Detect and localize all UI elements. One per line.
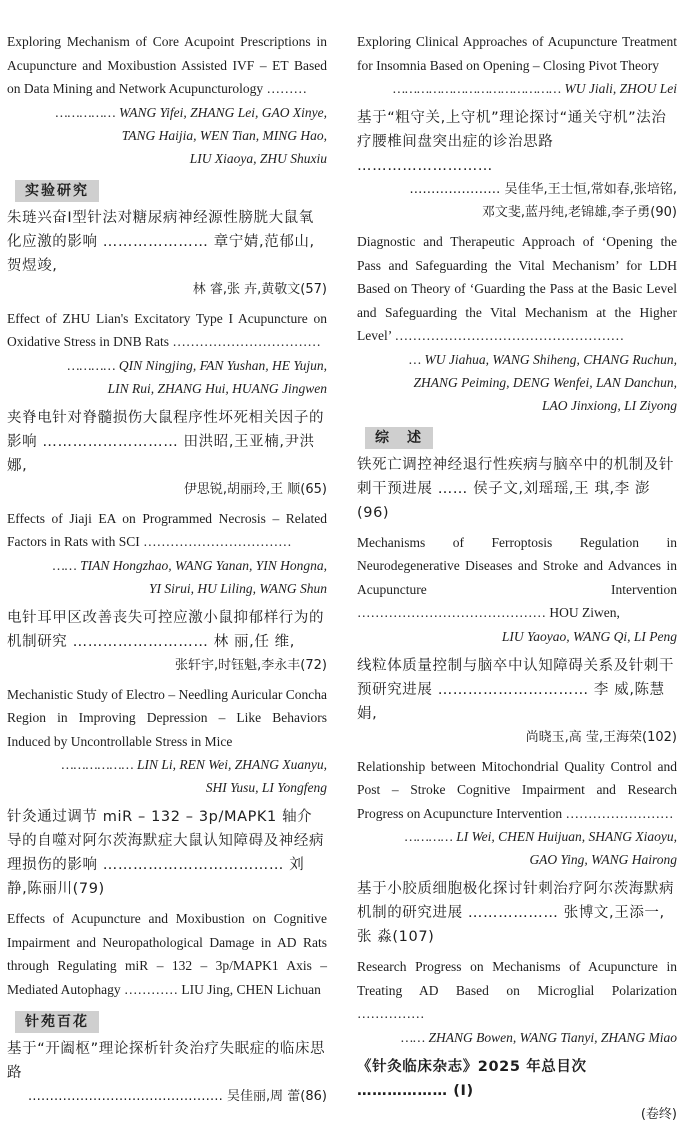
entry-title-cn: 夹脊电针对脊髓损伤大鼠程序性坏死相关因子的影响 ……………………… 田洪昭,王亚楠,尹洪娜, (7, 409, 325, 474)
entry-title-cn: 基于“开阖枢”理论探析针灸治疗失眠症的临床思路 (7, 1041, 326, 1081)
entry-authors-cn: 伊思锐,胡丽玲,王 顺(65) (183, 481, 327, 497)
entry-title-en: Mechanisms of Ferroptosis Regulation in Neurodegenerative Diseases and Stroke and Advances in Acupuncture Intervention …………………………………… HOU Ziwen, (357, 534, 677, 620)
entry-authors: ………… QIN Ningjing, FAN Yushan, HE Yujun, (67, 357, 327, 373)
section-header: 实验研究 (15, 180, 99, 202)
entry-authors-cn: ………………… 吴佳华,王士恒,常如春,张培铭, (409, 182, 677, 197)
entry-authors: YI Sirui, HU Liling, WANG Shun (149, 580, 327, 596)
entry-authors: … WU Jiahua, WANG Shiheng, CHANG Ruchun, (409, 351, 677, 367)
entry-title-cn: 针灸通过调节 miR – 132 – 3p/MAPK1 轴介导的自噬对阿尔茨海默症大鼠认知障碍及神经病理损伤的影响 ……………………………… 刘 静,陈丽川(79) (7, 809, 325, 897)
entry-authors: TANG Haijia, WEN Tian, MING Hao, (121, 127, 327, 143)
entry-title-en: Effect of ZHU Lian's Excitatory Type I Acupuncture on Oxidative Stress in DNB Rats …………………………… (7, 310, 327, 349)
right-column (357, 30, 677, 1132)
entry-title-cn: 朱琏兴奋Ⅰ型针法对糖尿病神经源性膀胱大鼠氧化应激的影响 ………………… 章宁婧,范郁山,贺煜竣, (7, 209, 315, 274)
entry-authors: ……………… LIN Li, REN Wei, ZHANG Xuanyu, (61, 757, 327, 772)
entry-title-en: Research Progress on Mechanisms of Acupuncture in Treating AD Based on Microglial Polarization …………… (357, 959, 677, 1021)
toc-entry (7, 507, 327, 600)
toc-entry (357, 654, 677, 749)
entry-title-cn: 铁死亡调控神经退行性疾病与脑卒中的机制及针刺干预进展 …… 侯子文,刘瑶瑶,王 琪,李 澎(96) (357, 456, 675, 521)
entry-authors-cn: 林 睿,张 卉,黄敬文(57) (192, 281, 327, 297)
entry-title-en: Mechanistic Study of Electro – Needling Auricular Concha Region in Improving Depression – Like Behaviors Induced by Uncontrollable Stress in Mice (7, 686, 327, 749)
entry-authors: SHI Yusu, LI Yongfeng (205, 780, 327, 795)
toc-entry (7, 307, 327, 400)
toc-entry (7, 907, 327, 1001)
toc-entry (7, 206, 327, 301)
left-column (7, 30, 327, 1114)
toc-entry (357, 955, 677, 1049)
entry-title-cn: 线粒体质量控制与脑卒中认知障碍关系及针刺干预研究进展 ………………………… 李 威,陈慧娟, (357, 657, 675, 722)
toc-entry (7, 30, 327, 170)
entry-authors: ZHANG Peiming, DENG Wenfei, LAN Danchun, (413, 374, 677, 390)
toc-entry (7, 805, 327, 901)
entry-authors-cn: 张轩宇,时钰魁,李永丰(72) (175, 657, 327, 673)
entry-title-en: Diagnostic and Therapeutic Approach of ‘Opening the Pass and Safeguarding the Vital Mechanism’ for LDH Based on Theory of ‘Guarding the Pass at the Basic Level and Safeguarding the Vital Mechanism at the Higher Level’ …………………………………………… (357, 234, 677, 343)
entry-authors: LIU Yaoyao, WANG Qi, LI Peng (501, 628, 677, 644)
toc-entry (357, 230, 677, 417)
section-header: 针苑百花 (15, 1011, 99, 1033)
toc-entry (357, 755, 677, 872)
toc-entry (357, 106, 677, 224)
entry-authors: LIU Xiaoya, ZHU Shuxiu (189, 150, 327, 166)
entry-title-cn: 基于“粗守关,上守机”理论探讨“通关守机”法治疗腰椎间盘突出症的诊治思路 ……………………… (357, 110, 667, 174)
entry-authors-cn: ……………………………………… 吴佳丽,周 蕾(86) (27, 1089, 327, 1104)
section-header: 综 述 (365, 427, 433, 449)
toc-entry (7, 406, 327, 501)
entry-title-en: Effects of Acupuncture and Moxibustion on Cognitive Impairment and Neuropathological Damage in AD Rats through Regulating miR – 132 – 3p/MAPK1 Axis – Mediated Autophagy ………… LIU Jing, CHEN Lichuan (7, 911, 327, 997)
toc-entry (357, 531, 677, 648)
entry-authors-cn: 尚晓玉,高 莹,王海荣(102) (525, 729, 677, 745)
toc-entry (7, 606, 327, 677)
toc-entry (357, 30, 677, 100)
toc-entry (7, 683, 327, 800)
entry-authors: GAO Ying, WANG Hairong (529, 852, 677, 867)
entry-title-en: Exploring Clinical Approaches of Acupuncture Treatment for Insomnia Based on Opening – Closing Pivot Theory (357, 34, 677, 73)
entry-authors: …… ZHANG Bowen, WANG Tianyi, ZHANG Miao (401, 1029, 677, 1045)
entry-title-cn: 基于小胶质细胞极化探讨针刺治疗阿尔茨海默病机制的研究进展 ……………… 张博文,王添一,张 淼(107) (357, 881, 675, 945)
entry-title-en: Effects of Jiaji EA on Programmed Necrosis – Related Factors in Rats with SCI …………………………… (7, 510, 327, 549)
entry-title-en: Exploring Mechanism of Core Acupoint Prescriptions in Acupuncture and Moxibustion Assisted IVF – ET Based on Data Mining and Network Acupuncturology ……… (7, 34, 327, 96)
entry-authors: ………… LI Wei, CHEN Huijuan, SHANG Xiaoyu, (404, 829, 677, 844)
entry-authors: LAO Jinxiong, LI Ziyong (542, 397, 677, 413)
toc-entry (7, 1037, 327, 1108)
volume-end-note: (卷终) (640, 1106, 677, 1122)
entry-authors: …… TIAN Hongzhao, WANG Yanan, YIN Hongna, (52, 557, 327, 573)
entry-title-cn: 电针耳甲区改善丧失可控应激小鼠抑郁样行为的机制研究 ……………………… 林 丽,任 维, (7, 609, 325, 650)
entry-title-en: Relationship between Mitochondrial Quality Control and Post – Stroke Cognitive Impairment and Research Progress on Acupuncture Intervention …………………… (357, 758, 677, 821)
entry-authors: …………………………………… WU Jiali, ZHOU Lei (393, 81, 677, 96)
entry-authors-cn: 邓文斐,蓝丹纯,老锦雄,李子勇(90) (481, 205, 677, 220)
annual-index-entry: 《针灸临床杂志》2025 年总目次 ……………… (Ⅰ) (357, 1058, 587, 1099)
toc-entry (357, 453, 677, 525)
entry-authors: LIN Rui, ZHANG Hui, HUANG Jingwen (107, 380, 327, 396)
entry-authors: …………… WANG Yifei, ZHANG Lei, GAO Xinye, (55, 104, 327, 120)
toc-entry (357, 877, 677, 949)
toc-entry (357, 1055, 677, 1126)
